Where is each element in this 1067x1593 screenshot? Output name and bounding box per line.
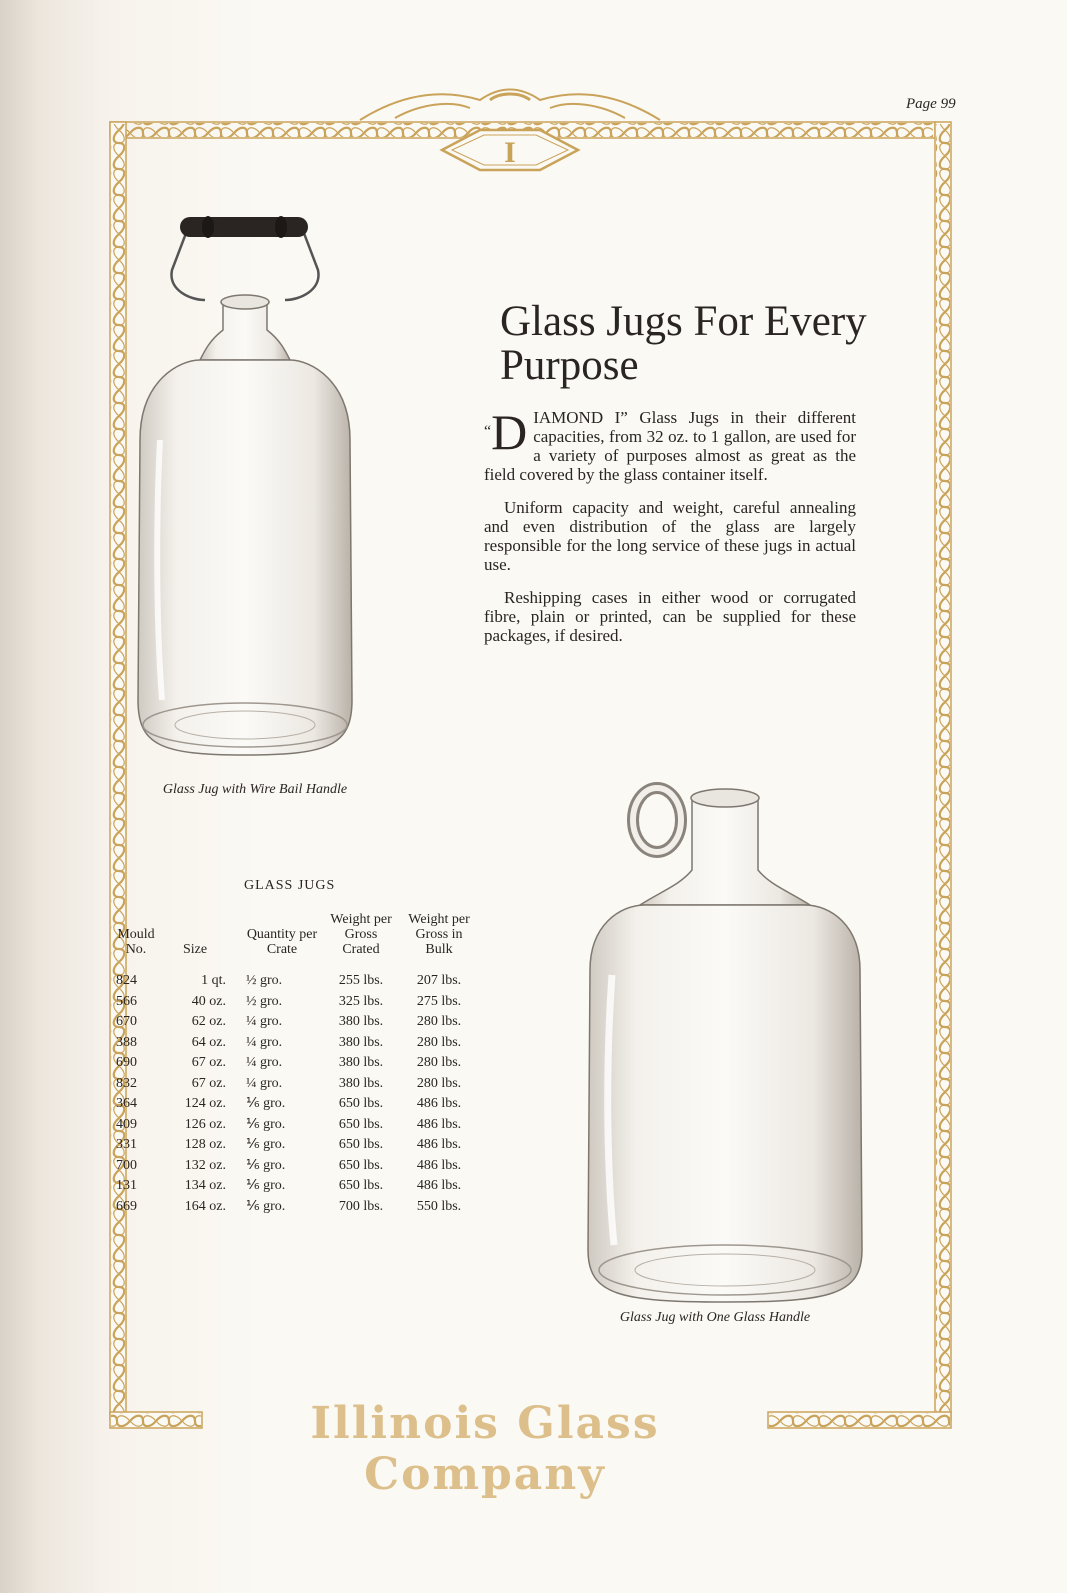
intro-paragraph-1: “D IAMOND I” Glass Jugs in their different capacities, from 32 oz. to 1 gallon, are used for a variety of purposes almost as great as the field covered by the glass container itself. xyxy=(484,404,856,484)
table-row xyxy=(112,1176,478,1197)
table-row xyxy=(112,1094,478,1115)
page-title: Glass Jugs For Every Purpose xyxy=(500,298,867,389)
cell-weight-bulk: 550 lbs. xyxy=(416,1198,462,1214)
cell-weight-bulk: 280 lbs. xyxy=(416,1075,462,1091)
cell-size: 128 oz. xyxy=(184,1137,226,1152)
intro-text xyxy=(484,404,856,659)
cell-size: 67 oz. xyxy=(191,1055,226,1070)
header-weight-bulk: Weight per Gross in Bulk xyxy=(408,912,470,957)
caption-glass-handle-jug: Glass Jug with One Glass Handle xyxy=(619,1310,811,1325)
cell-weight-crated: 650 lbs. xyxy=(338,1178,384,1193)
cell-quantity: ⅙ gro. xyxy=(246,1157,286,1173)
cell-mould: 832 xyxy=(116,1075,137,1091)
jug-wire-bail-illustration xyxy=(138,216,352,755)
left-border xyxy=(110,122,126,1420)
cell-quantity: ½ gro. xyxy=(246,993,283,1009)
cell-weight-crated: 700 lbs. xyxy=(338,1198,384,1214)
cell-size: 1 qt. xyxy=(201,973,226,988)
glass-jugs-table xyxy=(112,912,478,1217)
logo-letter: I xyxy=(504,136,516,169)
cell-weight-crated: 650 lbs. xyxy=(338,1157,384,1173)
cell-quantity: ½ gro. xyxy=(246,973,283,988)
cell-size: 40 oz. xyxy=(191,993,226,1009)
cell-size: 164 oz. xyxy=(184,1198,226,1214)
cell-size: 124 oz. xyxy=(184,1096,226,1111)
table-row xyxy=(112,1053,478,1074)
intro-paragraph-3: Reshipping cases in either wood or corrugated fibre, plain or printed, can be supplied for these packages, if desired. xyxy=(484,588,856,645)
cell-quantity: ⅙ gro. xyxy=(246,1178,286,1193)
cell-size: 64 oz. xyxy=(191,1034,226,1050)
page-number: Page 99 xyxy=(906,96,956,112)
cell-weight-bulk: 275 lbs. xyxy=(416,993,462,1009)
cell-weight-bulk: 280 lbs. xyxy=(416,1055,462,1070)
cell-quantity: ¼ gro. xyxy=(246,1014,283,1029)
cell-quantity: ¼ gro. xyxy=(246,1055,283,1070)
table-row xyxy=(112,971,478,992)
cell-weight-crated: 650 lbs. xyxy=(338,1096,384,1111)
cell-weight-crated: 325 lbs. xyxy=(338,993,384,1009)
cell-mould: 388 xyxy=(116,1034,137,1050)
cell-mould: 690 xyxy=(116,1055,137,1070)
cell-size: 134 oz. xyxy=(184,1178,226,1193)
table-row xyxy=(112,1115,478,1136)
table-row xyxy=(112,992,478,1013)
cell-mould: 409 xyxy=(116,1116,137,1132)
cell-mould: 566 xyxy=(116,993,137,1009)
cell-weight-crated: 650 lbs. xyxy=(338,1137,384,1152)
jug-glass-handle-illustration xyxy=(588,788,862,1302)
top-ornament xyxy=(360,90,660,121)
cell-weight-crated: 380 lbs. xyxy=(338,1055,384,1070)
cell-weight-bulk: 486 lbs. xyxy=(416,1096,462,1111)
header-weight-crated: Weight per Gross Crated xyxy=(330,912,392,957)
header-mould: Mould No. xyxy=(117,927,155,957)
cell-weight-crated: 255 lbs. xyxy=(338,973,384,988)
drop-cap: “D xyxy=(484,404,528,460)
table-row xyxy=(112,1033,478,1054)
table-row xyxy=(112,1074,478,1095)
cell-weight-bulk: 486 lbs. xyxy=(416,1178,462,1193)
table-row xyxy=(112,1135,478,1156)
header-quantity: Quantity per Crate xyxy=(246,927,318,957)
right-border xyxy=(935,122,951,1420)
cell-mould: 364 xyxy=(116,1096,137,1111)
intro-paragraph-2: Uniform capacity and weight, careful annealing and even distribution of the glass are largely responsible for the long service of these jugs in actual use. xyxy=(484,498,856,574)
table-header-row xyxy=(112,912,478,971)
table-row xyxy=(112,1156,478,1177)
cell-weight-bulk: 486 lbs. xyxy=(416,1116,462,1132)
cell-weight-crated: 380 lbs. xyxy=(338,1075,384,1091)
cell-size: 67 oz. xyxy=(191,1075,226,1091)
header-size: Size xyxy=(182,942,208,957)
cell-quantity: ⅙ gro. xyxy=(246,1137,286,1152)
cell-weight-bulk: 280 lbs. xyxy=(416,1014,462,1029)
cell-weight-bulk: 280 lbs. xyxy=(416,1034,462,1050)
table-row xyxy=(112,1012,478,1033)
cell-weight-crated: 650 lbs. xyxy=(338,1116,384,1132)
cell-mould: 131 xyxy=(116,1178,137,1193)
table-body xyxy=(112,971,478,1217)
cell-mould: 331 xyxy=(116,1137,137,1152)
cell-quantity: ⅙ gro. xyxy=(246,1116,286,1132)
cell-quantity: ⅙ gro. xyxy=(246,1198,286,1214)
cell-quantity: ¼ gro. xyxy=(246,1075,283,1091)
cell-weight-crated: 380 lbs. xyxy=(338,1014,384,1029)
caption-wire-bail-jug: Glass Jug with Wire Bail Handle xyxy=(162,782,348,797)
cell-weight-bulk: 486 lbs. xyxy=(416,1157,462,1173)
cell-quantity: ¼ gro. xyxy=(246,1034,283,1050)
company-name-footer: Illinois Glass Company xyxy=(310,1398,660,1500)
cell-weight-bulk: 207 lbs. xyxy=(416,973,462,988)
cell-weight-crated: 380 lbs. xyxy=(338,1034,384,1050)
cell-quantity: ⅙ gro. xyxy=(246,1096,286,1111)
cell-mould: 669 xyxy=(116,1198,137,1214)
cell-mould: 670 xyxy=(116,1014,137,1029)
table-row xyxy=(112,1197,478,1218)
cell-size: 126 oz. xyxy=(184,1116,226,1132)
cell-mould: 824 xyxy=(116,973,137,988)
cell-weight-bulk: 486 lbs. xyxy=(416,1137,462,1152)
cell-mould: 700 xyxy=(116,1157,137,1173)
cell-size: 132 oz. xyxy=(184,1157,226,1173)
table-title: GLASS JUGS xyxy=(244,878,336,893)
cell-size: 62 oz. xyxy=(191,1014,226,1029)
